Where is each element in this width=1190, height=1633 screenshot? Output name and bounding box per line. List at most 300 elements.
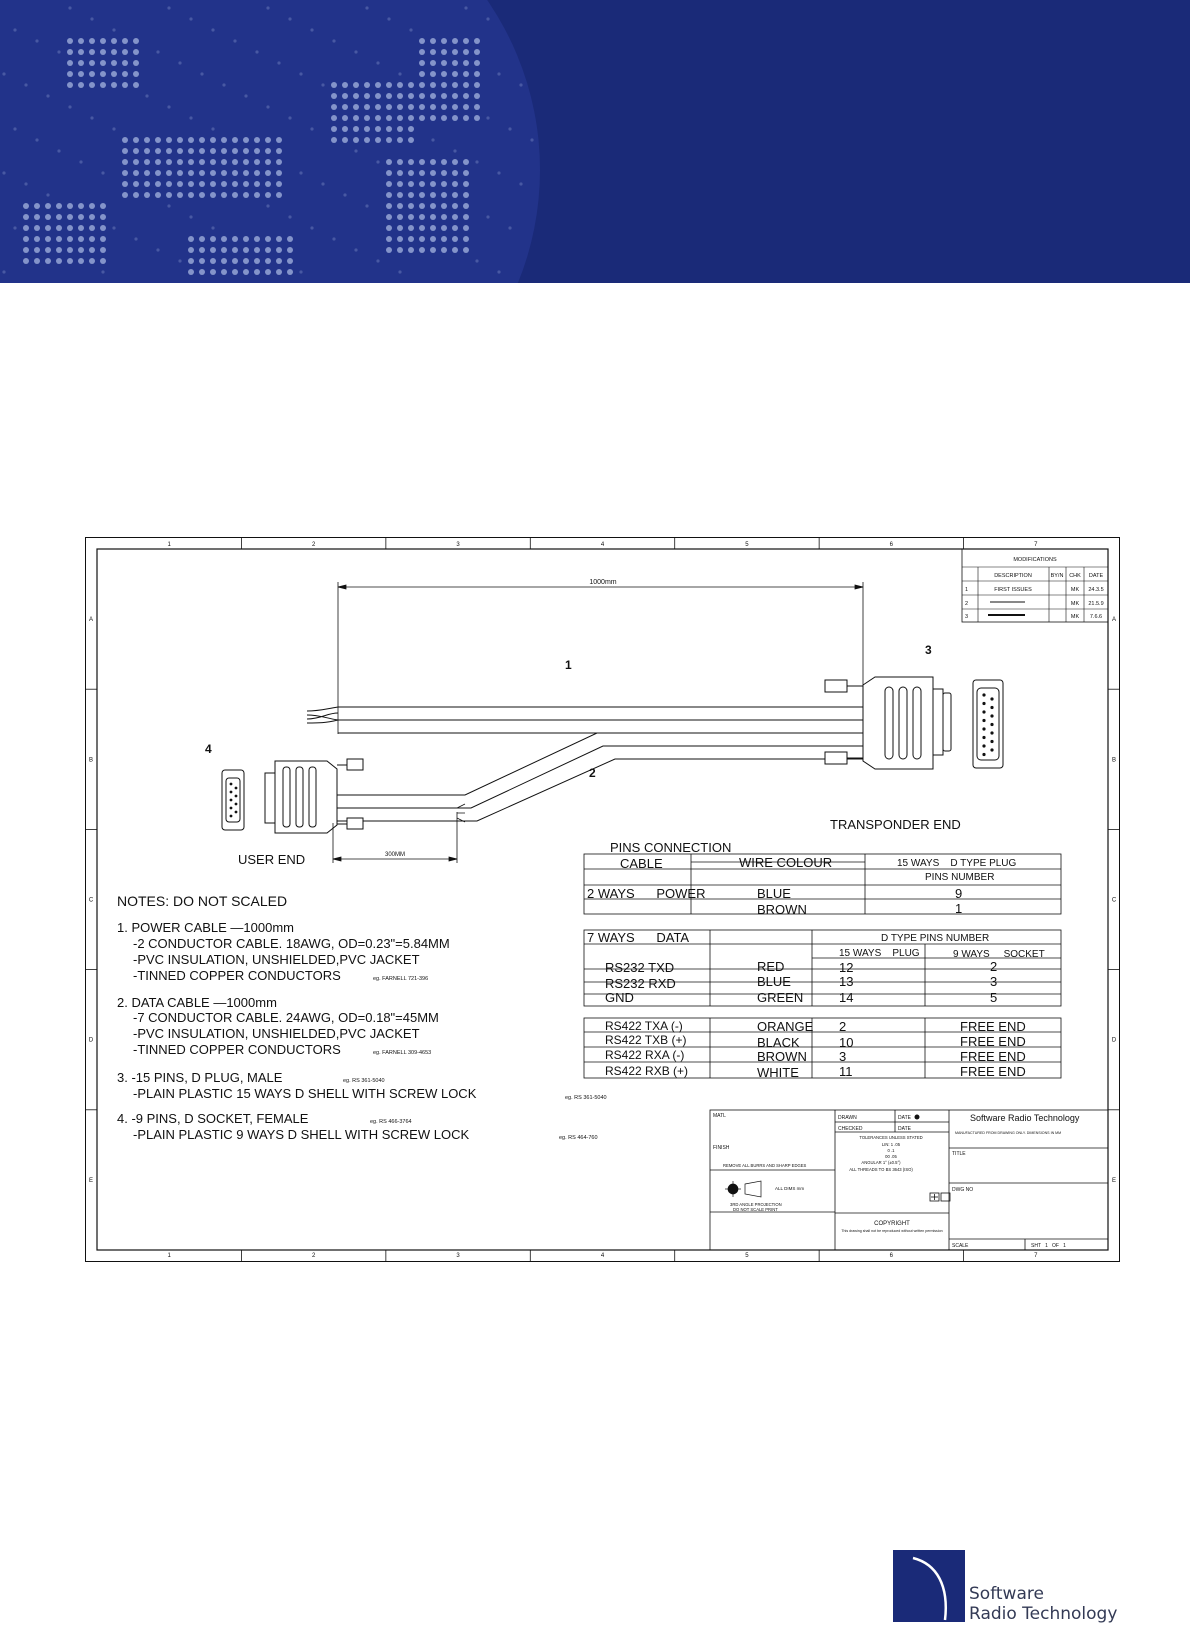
globe-dot [364, 104, 370, 110]
globe-dot [441, 60, 447, 66]
globe-dot [353, 126, 359, 132]
globe-dot [166, 192, 172, 198]
globe-dot [342, 82, 348, 88]
globe-dot [276, 170, 282, 176]
globe-dot [277, 61, 280, 64]
globe-dot [397, 236, 403, 242]
data-head: D TYPE PINS NUMBER [881, 933, 990, 944]
globe-dot [232, 148, 238, 154]
globe-dot [34, 247, 40, 253]
frame-column-label: 7 [1034, 542, 1038, 548]
globe-dot [474, 71, 480, 77]
rs422-row-socket: FREE END [960, 1034, 1026, 1049]
pin-dot [982, 744, 985, 747]
globe-dot [353, 137, 359, 143]
globe-dot [122, 192, 128, 198]
globe-dot [397, 214, 403, 220]
globe-dot [100, 71, 106, 77]
pin-dot [990, 748, 993, 751]
globe-dot [397, 137, 403, 143]
globe-dot [67, 225, 73, 231]
globe-dot [254, 258, 260, 264]
globe-dot [441, 38, 447, 44]
globe-dot [78, 49, 84, 55]
globe-dot [463, 203, 469, 209]
globe-dot [89, 203, 95, 209]
globe-dot [112, 226, 115, 229]
globe-dot [265, 148, 271, 154]
mods-title: MODIFICATIONS [1013, 557, 1057, 563]
globe-dot [232, 258, 238, 264]
globe-dot [288, 17, 291, 20]
globe-dot [474, 115, 480, 121]
globe-dot [265, 181, 271, 187]
globe-dot [419, 214, 425, 220]
cable-drawing [85, 537, 1120, 1262]
tb-date-dot [915, 1115, 920, 1120]
data-row-colour: RED [757, 959, 785, 974]
globe-dot [199, 192, 205, 198]
globe-dot [178, 61, 181, 64]
globe-dot [299, 72, 302, 75]
globe-dot [452, 71, 458, 77]
globe-dot [122, 148, 128, 154]
globe-dot [23, 258, 29, 264]
globe-dot [89, 49, 95, 55]
globe-dot [254, 181, 260, 187]
globe-dot [375, 137, 381, 143]
frame-row-label: D [88, 1037, 94, 1044]
note-2-line: -7 CONDUCTOR CABLE. 24AWG, OD=0.18"=45MM [133, 1010, 439, 1025]
tb-matl: MATL [713, 1113, 726, 1119]
globe-dot [463, 236, 469, 242]
globe-dot [221, 236, 227, 242]
globe-dot [221, 192, 227, 198]
globe-dot [441, 214, 447, 220]
globe-dot [441, 225, 447, 231]
globe-dot [463, 225, 469, 231]
note-3-ref2: eg. RS 361-5040 [565, 1095, 607, 1101]
globe-dot [133, 170, 139, 176]
note-3-line: -PLAIN PLASTIC 15 WAYS D SHELL WITH SCREW LOCK [133, 1086, 477, 1101]
globe-dot [78, 214, 84, 220]
tb-tol-line: ANGULAR 1° (±0.5°) [861, 1160, 901, 1165]
power-col-plug: 15 WAYS D TYPE PLUG [897, 858, 1017, 869]
globe-dot [397, 82, 403, 88]
frame-row-label: E [88, 1177, 94, 1184]
globe-dot [441, 181, 447, 187]
globe-dot [188, 269, 194, 275]
globe-dot [408, 115, 414, 121]
globe-dot [354, 50, 357, 53]
globe-dot [232, 137, 238, 143]
globe-dot [265, 258, 271, 264]
company-logo [893, 1550, 1153, 1626]
pin-dot [990, 706, 993, 709]
globe-dot [56, 203, 62, 209]
tb-copyright-text: This drawing shall not be reproduced without written permission [841, 1229, 943, 1233]
globe-dot [254, 148, 260, 154]
globe-dot [474, 60, 480, 66]
globe-dot [288, 116, 291, 119]
globe-dot [155, 170, 161, 176]
globe-dot [397, 203, 403, 209]
globe-dot [519, 83, 522, 86]
frame-row-label: A [88, 617, 94, 624]
globe-dot [101, 171, 104, 174]
globe-dot [56, 236, 62, 242]
globe-dot [133, 192, 139, 198]
globe-dot [122, 38, 128, 44]
globe-dot [463, 82, 469, 88]
globe-dot [452, 225, 458, 231]
globe-dot [419, 82, 425, 88]
data-row-plug: 14 [839, 990, 854, 1005]
globe-dot [243, 247, 249, 253]
globe-dot [177, 192, 183, 198]
rs422-row-plug: 3 [839, 1049, 847, 1064]
notes-heading: NOTES: DO NOT SCALED [117, 893, 288, 909]
power-group: 2 WAYS POWER [587, 886, 706, 901]
globe-dot [166, 148, 172, 154]
data-row-signal: RS232 TXD [605, 960, 675, 975]
rs422-row-plug: 10 [839, 1035, 854, 1050]
globe-dot [177, 159, 183, 165]
logo-arc-icon [893, 1550, 965, 1622]
globe-dot [265, 192, 271, 198]
globe-dot [497, 72, 500, 75]
globe-dot [222, 83, 225, 86]
globe-dot [310, 226, 313, 229]
globe-dot [463, 192, 469, 198]
globe-dot [155, 137, 161, 143]
data-row-socket: 5 [990, 990, 998, 1005]
pin-dot [982, 753, 985, 756]
globe-dot [67, 49, 73, 55]
frame-column-label: 5 [745, 1253, 749, 1259]
globe-dot [463, 71, 469, 77]
globe-dot [287, 269, 293, 275]
globe-dot [232, 170, 238, 176]
tb-dwg-no: DWG NO [952, 1187, 974, 1193]
globe-dot [101, 270, 104, 273]
globe-dot [441, 170, 447, 176]
globe-dot [199, 269, 205, 275]
globe-dot [78, 258, 84, 264]
callout-2: 2 [589, 766, 596, 780]
globe-dot [221, 137, 227, 143]
globe-dot [210, 159, 216, 165]
globe-dot [78, 203, 84, 209]
globe-dot [34, 225, 40, 231]
globe-dot [199, 170, 205, 176]
globe-dot [441, 236, 447, 242]
globe-dot [441, 159, 447, 165]
pin-dot [230, 791, 233, 794]
mods-head-date: DATE [1088, 573, 1104, 579]
globe-dot [100, 49, 106, 55]
globe-dot [386, 214, 392, 220]
note-3-ref: eg. RS 361-5040 [343, 1078, 385, 1084]
globe-dot [210, 170, 216, 176]
globe-dot [430, 236, 436, 242]
note-4-title: 4. -9 PINS, D SOCKET, FEMALE [117, 1111, 309, 1126]
globe-dot [57, 149, 60, 152]
tb-drawn: DRAWN [838, 1115, 857, 1121]
globe-dot [2, 72, 5, 75]
globe-dot [452, 49, 458, 55]
globe-dot [68, 105, 71, 108]
globe-dot [463, 93, 469, 99]
globe-dot [144, 159, 150, 165]
globe-dot [430, 49, 436, 55]
globe-dot [45, 258, 51, 264]
globe-dot [79, 160, 82, 163]
globe-dot [254, 269, 260, 275]
globe-dot [90, 116, 93, 119]
data-row-colour: GREEN [757, 990, 804, 1005]
globe-dot [266, 204, 269, 207]
globe-dot [276, 247, 282, 253]
rs422-row-signal: RS422 TXB (+) [605, 1033, 687, 1047]
globe-dot [408, 159, 414, 165]
globe-dot [265, 170, 271, 176]
globe-dot [276, 269, 282, 275]
globe-dot [254, 247, 260, 253]
globe-dot [45, 203, 51, 209]
globe-dot [210, 236, 216, 242]
globe-dot [353, 82, 359, 88]
globe-dot [68, 6, 71, 9]
globe-dot [331, 137, 337, 143]
rs422-row-colour: BLACK [757, 1035, 800, 1050]
globe-dot [419, 115, 425, 121]
globe-dot [56, 225, 62, 231]
globe-dot [266, 6, 269, 9]
globe-dot [189, 116, 192, 119]
globe-dot [243, 148, 249, 154]
globe-dot [375, 104, 381, 110]
frame-row-label: B [1111, 757, 1117, 764]
globe-dot [386, 159, 392, 165]
globe-dot [386, 236, 392, 242]
globe-dot [2, 171, 5, 174]
globe-dot [353, 93, 359, 99]
globe-dot [287, 258, 293, 264]
globe-dot [332, 39, 335, 42]
globe-dot [166, 137, 172, 143]
globe-dot [342, 104, 348, 110]
note-1-line: -TINNED COPPER CONDUCTORS [133, 968, 341, 983]
globe-dot [122, 60, 128, 66]
globe-dot [408, 137, 414, 143]
data-row-colour: BLUE [757, 974, 791, 989]
mods-row-chk: MK [1070, 614, 1080, 620]
globe-dot [452, 115, 458, 121]
note-1-line: -2 CONDUCTOR CABLE. 18AWG, OD=0.23"=5.84MM [133, 936, 450, 951]
globe-dot [122, 159, 128, 165]
globe-dot [210, 269, 216, 275]
globe-dot [133, 148, 139, 154]
frame-column-label: 6 [889, 1253, 894, 1259]
globe-dot [386, 247, 392, 253]
globe-dot [189, 17, 192, 20]
note-2-ref: eg. FARNELL 309-4653 [373, 1050, 432, 1056]
tb-checked: CHECKED [838, 1126, 863, 1132]
data-row-socket: 3 [990, 974, 998, 989]
frame-column-label: 3 [456, 542, 460, 548]
globe-dot [408, 170, 414, 176]
globe-dot [299, 171, 302, 174]
globe-dot [463, 214, 469, 220]
mods-row-num: 2 [965, 601, 969, 607]
data-row-signal: GND [605, 990, 634, 1005]
data-sub-plug: 15 WAYS PLUG [839, 948, 920, 959]
globe-dot [342, 115, 348, 121]
globe-dot [89, 236, 95, 242]
globe-dot [24, 182, 27, 185]
globe-dot [243, 236, 249, 242]
globe-dot [34, 236, 40, 242]
globe-dot [56, 214, 62, 220]
globe-dot [244, 94, 247, 97]
mods-row-num: 1 [965, 587, 969, 593]
globe-dot [343, 193, 346, 196]
frame-row-label: C [88, 897, 94, 904]
globe-dot [243, 258, 249, 264]
globe-dot [419, 38, 425, 44]
globe-dot [452, 93, 458, 99]
globe-dot [276, 159, 282, 165]
globe-dot [67, 82, 73, 88]
globe-dot [430, 159, 436, 165]
globe-dot [474, 38, 480, 44]
frame-row-label: C [1111, 897, 1117, 904]
note-2-line: -TINNED COPPER CONDUCTORS [133, 1042, 341, 1057]
globe-dot [276, 137, 282, 143]
globe-dot [342, 93, 348, 99]
globe-dot [23, 225, 29, 231]
globe-dot [452, 181, 458, 187]
globe-dot [46, 193, 49, 196]
pin-dot [235, 803, 238, 806]
globe-dot [100, 38, 106, 44]
rs422-row-signal: RS422 TXA (-) [605, 1019, 683, 1033]
pin-dot [235, 795, 238, 798]
globe-dot [452, 247, 458, 253]
globe-dot [441, 49, 447, 55]
globe-dot [376, 160, 379, 163]
mods-row-date: 24.3.5 [1088, 587, 1104, 593]
globe-dot [188, 170, 194, 176]
globe-dot [78, 236, 84, 242]
globe-dot [397, 159, 403, 165]
globe-dot [177, 181, 183, 187]
globe-dot [232, 159, 238, 165]
globe-dot [255, 50, 258, 53]
mods-row-chk: MK [1070, 601, 1080, 607]
globe-dot [232, 236, 238, 242]
globe-dot [386, 181, 392, 187]
globe-dot [210, 192, 216, 198]
globe-dot [386, 104, 392, 110]
globe-dot [265, 236, 271, 242]
globe-dot [430, 225, 436, 231]
tb-finish: FINISH [713, 1145, 730, 1151]
globe-dot [133, 181, 139, 187]
globe-dot [463, 49, 469, 55]
globe-dot [177, 148, 183, 154]
globe-dot [23, 236, 29, 242]
globe-dot [156, 50, 159, 53]
globe-dot [156, 248, 159, 251]
globe-dot [408, 203, 414, 209]
globe-dot [386, 115, 392, 121]
globe-dot [452, 38, 458, 44]
power-row-pin: 9 [955, 886, 963, 901]
globe-dot [188, 258, 194, 264]
globe-dot [386, 170, 392, 176]
globe-dot [144, 192, 150, 198]
globe-dot [112, 28, 115, 31]
globe-dot [430, 71, 436, 77]
pin-dot [982, 693, 985, 696]
globe-dot [276, 181, 282, 187]
mods-row-chk: MK [1070, 587, 1080, 593]
callout-3: 3 [925, 643, 932, 657]
globe-dot [243, 192, 249, 198]
rs422-row-socket: FREE END [960, 1064, 1026, 1079]
globe-dot [376, 61, 379, 64]
globe-dot [34, 214, 40, 220]
globe-dot [122, 71, 128, 77]
globe-dot [122, 137, 128, 143]
globe-dot [354, 149, 357, 152]
globe-dot [397, 104, 403, 110]
globe-dot [419, 60, 425, 66]
globe-dot [78, 38, 84, 44]
note-3-title: 3. -15 PINS, D PLUG, MALE [117, 1070, 283, 1085]
globe-dot [122, 82, 128, 88]
globe-dot [342, 126, 348, 132]
globe-dot [46, 94, 49, 97]
globe-dot [508, 127, 511, 130]
globe-dot [100, 236, 106, 242]
globe-dot [133, 137, 139, 143]
globe-dot [441, 93, 447, 99]
globe-dot [243, 269, 249, 275]
globe-dot [419, 203, 425, 209]
note-1-ref: eg. FARNELL 721-396 [373, 976, 429, 982]
globe-dot [34, 258, 40, 264]
tb-all-dims: ALL DIMS mm [775, 1186, 805, 1191]
globe-dot [188, 247, 194, 253]
globe-dot [122, 170, 128, 176]
globe-dot [375, 82, 381, 88]
d15-face [973, 680, 1003, 768]
globe-dot [210, 148, 216, 154]
globe-dot [111, 60, 117, 66]
globe-dot [276, 148, 282, 154]
globe-dot [254, 159, 260, 165]
globe-graphic [0, 0, 1190, 283]
globe-dot [397, 192, 403, 198]
globe-dot [408, 93, 414, 99]
tb-tol-line: 0 .1 [887, 1148, 895, 1153]
globe-dot [100, 225, 106, 231]
tb-date: DATE [898, 1126, 911, 1132]
globe-dot [155, 148, 161, 154]
